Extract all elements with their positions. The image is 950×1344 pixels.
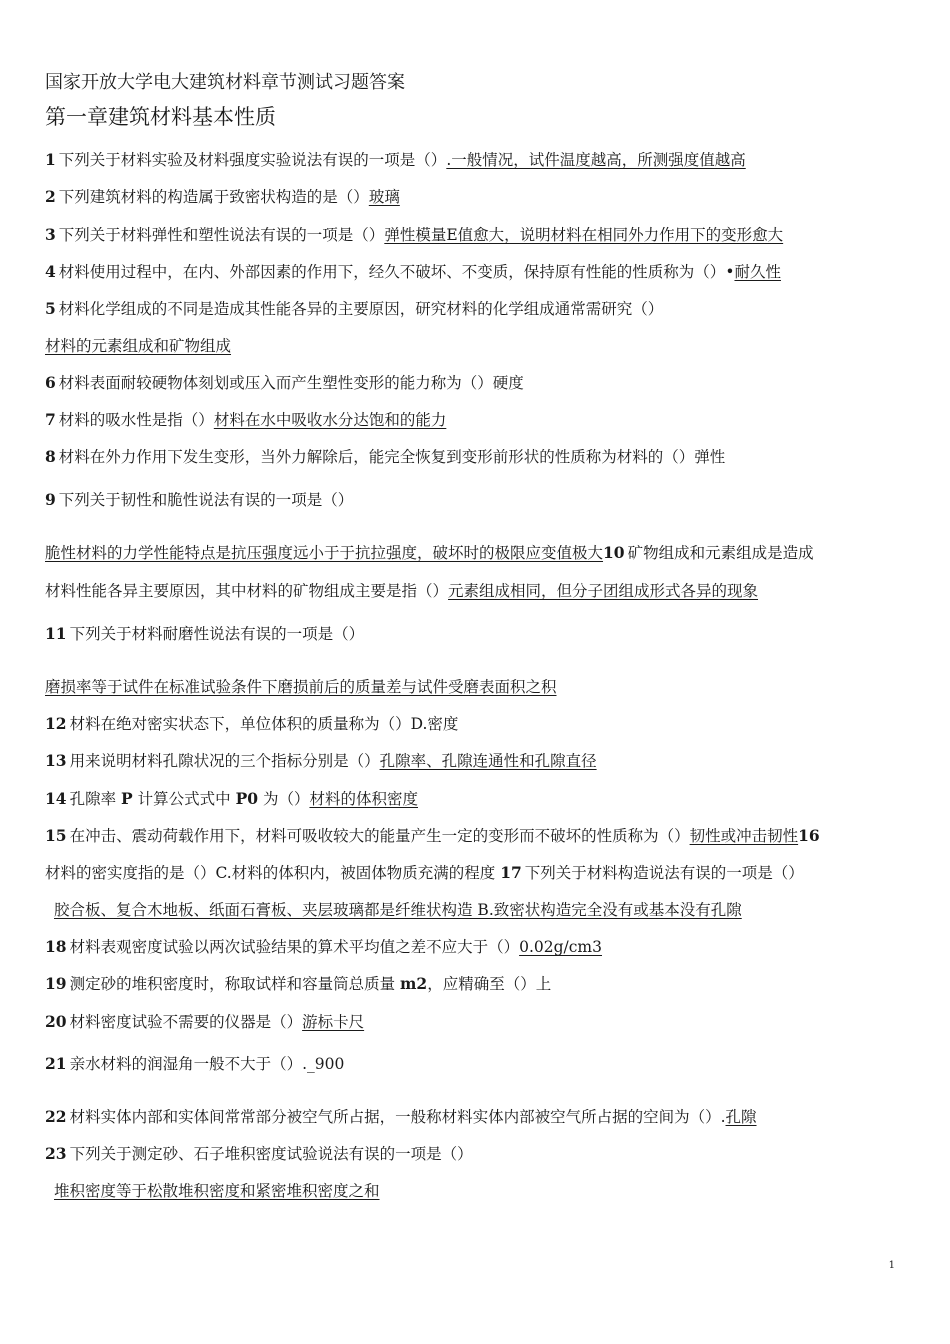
answer-text: .一般情况，试件温度越高，所测强度值越高: [446, 151, 746, 169]
question-number: 7: [45, 410, 56, 429]
question-4: [45, 262, 910, 282]
question-number: 13: [45, 751, 67, 770]
question-number: 10: [603, 543, 625, 562]
question-22: [45, 1107, 910, 1127]
answer-text: 0.02g/cm3: [519, 938, 602, 956]
question-text: 孔隙率: [69, 790, 117, 808]
answer-text: 耐久性: [734, 263, 781, 281]
question-text: 为（）: [262, 790, 310, 808]
question-23: [45, 1144, 910, 1164]
question-number: 5: [45, 299, 56, 318]
question-number: 18: [45, 937, 67, 956]
question-number: 12: [45, 714, 67, 733]
question-text: 下列关于材料耐磨性说法有误的一项是（）: [69, 625, 365, 643]
answer-text: 游标卡尺: [302, 1013, 365, 1031]
answer-9-question-10: [45, 543, 910, 563]
question-12: [45, 714, 910, 734]
answer-text: 磨损率等于试件在标准试验条件下磨损前后的质量差与试件受磨表面积之积: [45, 678, 557, 696]
question-5: [45, 299, 910, 319]
question-text: 用来说明材料孔隙状况的三个指标分别是（）: [69, 752, 380, 770]
question-text: 材料化学组成的不同是造成其性能各异的主要原因，研究材料的化学组成通常需研究（）: [58, 300, 664, 318]
question-13: [45, 751, 910, 771]
question-number: 22: [45, 1107, 67, 1126]
question-7: [45, 410, 910, 430]
question-text: 材料在外力作用下发生变形，当外力解除后，能完全恢复到变形前形状的性质称为材料的（）弹性: [58, 448, 726, 466]
answer-text: 孔隙: [725, 1108, 757, 1126]
question-text: 材料的吸水性是指（）: [58, 411, 214, 429]
answer-text: 材料的体积密度: [309, 790, 418, 808]
question-8: [45, 447, 910, 467]
question-text: 测定砂的堆积密度时，称取试样和容量筒总质量: [69, 975, 396, 993]
question-text: 下列关于材料弹性和塑性说法有误的一项是（）: [58, 226, 385, 244]
page-number: 1: [888, 1260, 895, 1271]
question-number: 19: [45, 974, 67, 993]
question-number: 11: [45, 624, 67, 643]
question-10-cont: [45, 581, 910, 601]
question-text: 下列关于材料实验及材料强度实验说法有误的一项是（）: [58, 151, 447, 169]
question-text: 材料使用过程中，在内、外部因素的作用下，经久不破坏、不变质，保持原有性能的性质称为（）: [58, 263, 726, 281]
question-number: 3: [45, 225, 56, 244]
question-text: ，应精确至（）上: [427, 975, 552, 993]
bullet-mark: •: [725, 263, 735, 281]
answer-text: 脆性材料的力学性能特点是抗压强度远小于于抗拉强度，破坏时的极限应变值极大: [45, 544, 604, 562]
symbol-p: P: [121, 789, 133, 808]
question-text: 矿物组成和元素组成是造成: [627, 544, 814, 562]
answer-text: 胶合板、复合木地板、纸面石膏板、夹层玻璃都是纤维状构造 B.致密状构造完全没有或基本没有孔隙: [54, 901, 742, 919]
answer-text: 元素组成相同，但分子团组成形式各异的现象: [448, 582, 759, 600]
question-1: [45, 150, 910, 170]
question-18: [45, 937, 910, 957]
symbol-p0: P0: [235, 789, 259, 808]
answer-23: [54, 1181, 910, 1201]
document-title: 国家开放大学电大建筑材料章节测试习题答案: [45, 72, 405, 93]
chapter-title: 第一章建筑材料基本性质: [45, 105, 276, 129]
question-19: [45, 974, 910, 994]
question-3: [45, 225, 910, 245]
answer-text: 材料的元素组成和矿物组成: [45, 337, 232, 355]
question-text: 材料实体内部和实体间常常部分被空气所占据，一般称材料实体内部被空气所占据的空间为（）.: [69, 1108, 726, 1126]
question-text: 材料密度试验不需要的仪器是（）: [69, 1013, 303, 1031]
question-text: 下列建筑材料的构造属于致密状构造的是（）: [58, 188, 369, 206]
question-text: 材料在绝对密实状态下，单位体积的质量称为（）D.密度: [69, 715, 459, 733]
question-14: [45, 789, 910, 809]
question-number: 8: [45, 447, 56, 466]
answer-text: 弹性模量E值愈大，说明材料在相同外力作用下的变形愈大: [384, 226, 784, 244]
question-text: 材料性能各异主要原因，其中材料的矿物组成主要是指（）: [45, 582, 449, 600]
answer-17: [54, 900, 910, 920]
answer-text: 孔隙率、孔隙连通性和孔隙直径: [379, 752, 597, 770]
answer-5: [45, 336, 910, 356]
question-number: 15: [45, 826, 67, 845]
question-21: [45, 1054, 910, 1074]
question-number: 17: [500, 863, 522, 882]
question-text: 下列关于材料构造说法有误的一项是（）: [524, 864, 804, 882]
question-11: [45, 624, 910, 644]
question-number: 21: [45, 1054, 67, 1073]
question-text: 在冲击、震动荷载作用下，材料可吸收较大的能量产生一定的变形而不破坏的性质称为（）: [69, 827, 690, 845]
question-15: [45, 826, 910, 846]
question-text: 计算公式式中: [137, 790, 236, 808]
question-9: [45, 490, 910, 510]
question-number: 20: [45, 1012, 67, 1031]
question-number: 4: [45, 262, 56, 281]
answer-11: [45, 677, 910, 697]
question-text: 材料的密实度指的是（）C.材料的体积内，被固体物质充满的程度: [45, 864, 496, 882]
question-number: 1: [45, 150, 56, 169]
question-text: 下列关于韧性和脆性说法有误的一项是（）: [58, 491, 354, 509]
answer-text: 韧性或冲击韧性: [689, 827, 799, 845]
question-2: [45, 187, 910, 207]
question-16-17: [45, 863, 910, 883]
question-text: 材料表观密度试验以两次试验结果的算术平均值之差不应大于（）: [69, 938, 520, 956]
question-text: 材料表面耐较硬物体刻划或压入而产生塑性变形的能力称为（）硬度: [58, 374, 524, 392]
answer-text: 材料在水中吸收水分达饱和的能力: [213, 411, 447, 429]
question-number: 14: [45, 789, 67, 808]
question-number: 6: [45, 373, 56, 392]
answer-text: 堆积密度等于松散堆积密度和紧密堆积密度之和: [54, 1182, 380, 1200]
answer-text: 玻璃: [368, 188, 400, 206]
question-number: 2: [45, 187, 56, 206]
question-text: 下列关于测定砂、石子堆积密度试验说法有误的一项是（）: [69, 1145, 473, 1163]
question-20: [45, 1012, 910, 1032]
question-number: 23: [45, 1144, 67, 1163]
question-6: [45, 373, 910, 393]
question-number: 9: [45, 490, 56, 509]
question-number: 16: [798, 826, 820, 845]
question-text: 亲水材料的润湿角一般不大于（）._900: [69, 1055, 345, 1073]
symbol-m2: m2: [400, 974, 428, 993]
